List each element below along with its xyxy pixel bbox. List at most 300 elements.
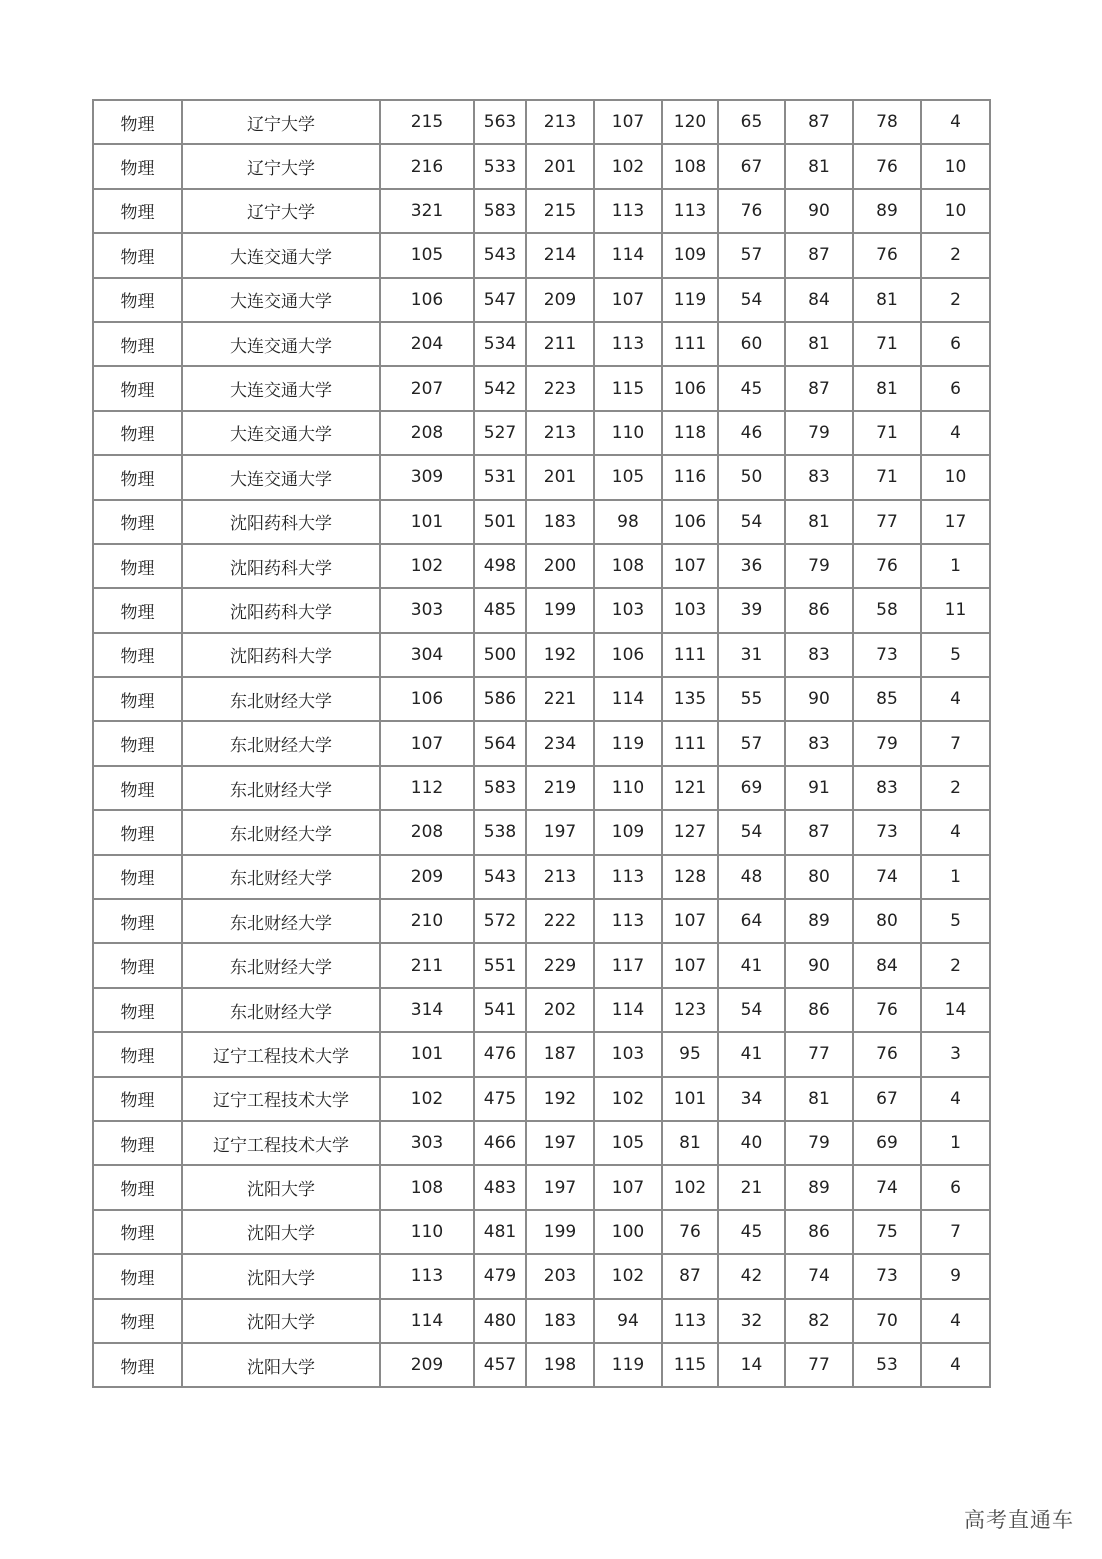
score-cell-a: 201 bbox=[526, 144, 594, 188]
score-cell-f: 76 bbox=[853, 544, 921, 588]
score-cell-a: 183 bbox=[526, 500, 594, 544]
score-cell-c: 115 bbox=[662, 1343, 718, 1387]
table-row bbox=[93, 278, 990, 322]
score-cell-c: 111 bbox=[662, 633, 718, 677]
major-code-cell: 101 bbox=[380, 500, 474, 544]
score-cell-f: 75 bbox=[853, 1210, 921, 1254]
table-row bbox=[93, 677, 990, 721]
table-row bbox=[93, 189, 990, 233]
subject-cell: 物理 bbox=[93, 500, 182, 544]
score-cell-e: 91 bbox=[785, 766, 853, 810]
score-cell-e: 87 bbox=[785, 366, 853, 410]
university-cell: 东北财经大学 bbox=[182, 677, 380, 721]
score-cell-e: 89 bbox=[785, 1165, 853, 1209]
score-cell-f: 77 bbox=[853, 500, 921, 544]
score-cell-b: 102 bbox=[594, 144, 662, 188]
score-cell-d: 45 bbox=[718, 366, 785, 410]
score-cell-f: 71 bbox=[853, 322, 921, 366]
score-cell-d: 14 bbox=[718, 1343, 785, 1387]
count-cell: 6 bbox=[921, 1165, 990, 1209]
university-cell: 辽宁工程技术大学 bbox=[182, 1077, 380, 1121]
count-cell: 14 bbox=[921, 988, 990, 1032]
table-row bbox=[93, 1343, 990, 1387]
count-cell: 2 bbox=[921, 943, 990, 987]
score-cell-d: 41 bbox=[718, 1032, 785, 1076]
score-cell-a: 234 bbox=[526, 721, 594, 765]
score-cell-d: 21 bbox=[718, 1165, 785, 1209]
subject-cell: 物理 bbox=[93, 366, 182, 410]
score-cell-f: 83 bbox=[853, 766, 921, 810]
major-code-cell: 102 bbox=[380, 544, 474, 588]
count-cell: 17 bbox=[921, 500, 990, 544]
score-cell-b: 98 bbox=[594, 500, 662, 544]
score-cell-f: 71 bbox=[853, 455, 921, 499]
major-code-cell: 309 bbox=[380, 455, 474, 499]
count-cell: 1 bbox=[921, 1121, 990, 1165]
count-cell: 9 bbox=[921, 1254, 990, 1298]
subject-cell: 物理 bbox=[93, 1077, 182, 1121]
score-cell-f: 73 bbox=[853, 810, 921, 854]
subject-cell: 物理 bbox=[93, 588, 182, 632]
table-row bbox=[93, 988, 990, 1032]
score-cell-e: 84 bbox=[785, 278, 853, 322]
major-code-cell: 106 bbox=[380, 677, 474, 721]
score-cell-f: 74 bbox=[853, 1165, 921, 1209]
score-cell-a: 213 bbox=[526, 100, 594, 144]
score-cell-d: 57 bbox=[718, 721, 785, 765]
score-cell-c: 81 bbox=[662, 1121, 718, 1165]
score-cell-d: 45 bbox=[718, 1210, 785, 1254]
total-score-cell: 500 bbox=[474, 633, 526, 677]
score-cell-b: 107 bbox=[594, 100, 662, 144]
total-score-cell: 533 bbox=[474, 144, 526, 188]
score-cell-d: 41 bbox=[718, 943, 785, 987]
total-score-cell: 583 bbox=[474, 189, 526, 233]
subject-cell: 物理 bbox=[93, 855, 182, 899]
score-cell-d: 54 bbox=[718, 810, 785, 854]
count-cell: 4 bbox=[921, 810, 990, 854]
count-cell: 3 bbox=[921, 1032, 990, 1076]
score-cell-a: 214 bbox=[526, 233, 594, 277]
subject-cell: 物理 bbox=[93, 144, 182, 188]
score-cell-f: 80 bbox=[853, 899, 921, 943]
total-score-cell: 542 bbox=[474, 366, 526, 410]
table-row bbox=[93, 366, 990, 410]
subject-cell: 物理 bbox=[93, 721, 182, 765]
major-code-cell: 106 bbox=[380, 278, 474, 322]
score-cell-f: 76 bbox=[853, 1032, 921, 1076]
score-cell-b: 103 bbox=[594, 1032, 662, 1076]
total-score-cell: 564 bbox=[474, 721, 526, 765]
score-cell-b: 113 bbox=[594, 322, 662, 366]
count-cell: 10 bbox=[921, 144, 990, 188]
major-code-cell: 105 bbox=[380, 233, 474, 277]
subject-cell: 物理 bbox=[93, 943, 182, 987]
total-score-cell: 534 bbox=[474, 322, 526, 366]
table-row bbox=[93, 1077, 990, 1121]
score-cell-e: 77 bbox=[785, 1032, 853, 1076]
major-code-cell: 304 bbox=[380, 633, 474, 677]
score-cell-b: 105 bbox=[594, 455, 662, 499]
score-cell-e: 80 bbox=[785, 855, 853, 899]
score-cell-b: 102 bbox=[594, 1254, 662, 1298]
score-cell-c: 87 bbox=[662, 1254, 718, 1298]
score-cell-e: 87 bbox=[785, 810, 853, 854]
score-cell-f: 71 bbox=[853, 411, 921, 455]
count-cell: 4 bbox=[921, 1343, 990, 1387]
score-cell-a: 183 bbox=[526, 1299, 594, 1343]
score-cell-e: 81 bbox=[785, 322, 853, 366]
table-row bbox=[93, 810, 990, 854]
score-table bbox=[92, 99, 991, 1388]
score-cell-b: 109 bbox=[594, 810, 662, 854]
total-score-cell: 543 bbox=[474, 855, 526, 899]
score-cell-a: 209 bbox=[526, 278, 594, 322]
score-cell-d: 31 bbox=[718, 633, 785, 677]
score-cell-b: 107 bbox=[594, 278, 662, 322]
subject-cell: 物理 bbox=[93, 1299, 182, 1343]
count-cell: 4 bbox=[921, 1299, 990, 1343]
score-cell-e: 79 bbox=[785, 544, 853, 588]
major-code-cell: 208 bbox=[380, 411, 474, 455]
score-cell-f: 73 bbox=[853, 633, 921, 677]
total-score-cell: 563 bbox=[474, 100, 526, 144]
major-code-cell: 314 bbox=[380, 988, 474, 1032]
score-cell-f: 89 bbox=[853, 189, 921, 233]
total-score-cell: 547 bbox=[474, 278, 526, 322]
score-cell-d: 39 bbox=[718, 588, 785, 632]
subject-cell: 物理 bbox=[93, 810, 182, 854]
university-cell: 大连交通大学 bbox=[182, 278, 380, 322]
table-row bbox=[93, 544, 990, 588]
subject-cell: 物理 bbox=[93, 1343, 182, 1387]
score-cell-e: 81 bbox=[785, 144, 853, 188]
count-cell: 1 bbox=[921, 544, 990, 588]
table-row bbox=[93, 1299, 990, 1343]
table-row bbox=[93, 943, 990, 987]
count-cell: 1 bbox=[921, 855, 990, 899]
count-cell: 5 bbox=[921, 633, 990, 677]
total-score-cell: 543 bbox=[474, 233, 526, 277]
score-cell-b: 114 bbox=[594, 677, 662, 721]
score-cell-b: 105 bbox=[594, 1121, 662, 1165]
score-cell-f: 79 bbox=[853, 721, 921, 765]
score-cell-a: 197 bbox=[526, 1121, 594, 1165]
score-cell-d: 64 bbox=[718, 899, 785, 943]
university-cell: 东北财经大学 bbox=[182, 988, 380, 1032]
score-cell-b: 110 bbox=[594, 411, 662, 455]
subject-cell: 物理 bbox=[93, 1121, 182, 1165]
score-cell-a: 213 bbox=[526, 411, 594, 455]
subject-cell: 物理 bbox=[93, 766, 182, 810]
score-cell-c: 101 bbox=[662, 1077, 718, 1121]
total-score-cell: 480 bbox=[474, 1299, 526, 1343]
table-row bbox=[93, 588, 990, 632]
total-score-cell: 475 bbox=[474, 1077, 526, 1121]
score-cell-c: 109 bbox=[662, 233, 718, 277]
score-cell-b: 113 bbox=[594, 189, 662, 233]
university-cell: 大连交通大学 bbox=[182, 411, 380, 455]
major-code-cell: 207 bbox=[380, 366, 474, 410]
score-cell-a: 229 bbox=[526, 943, 594, 987]
university-cell: 沈阳大学 bbox=[182, 1299, 380, 1343]
major-code-cell: 321 bbox=[380, 189, 474, 233]
total-score-cell: 457 bbox=[474, 1343, 526, 1387]
major-code-cell: 303 bbox=[380, 1121, 474, 1165]
total-score-cell: 572 bbox=[474, 899, 526, 943]
score-cell-d: 32 bbox=[718, 1299, 785, 1343]
total-score-cell: 541 bbox=[474, 988, 526, 1032]
university-cell: 沈阳大学 bbox=[182, 1210, 380, 1254]
total-score-cell: 479 bbox=[474, 1254, 526, 1298]
subject-cell: 物理 bbox=[93, 1032, 182, 1076]
score-cell-c: 127 bbox=[662, 810, 718, 854]
count-cell: 4 bbox=[921, 677, 990, 721]
total-score-cell: 531 bbox=[474, 455, 526, 499]
subject-cell: 物理 bbox=[93, 677, 182, 721]
score-cell-d: 50 bbox=[718, 455, 785, 499]
total-score-cell: 551 bbox=[474, 943, 526, 987]
score-cell-a: 199 bbox=[526, 1210, 594, 1254]
score-cell-d: 48 bbox=[718, 855, 785, 899]
count-cell: 4 bbox=[921, 1077, 990, 1121]
total-score-cell: 586 bbox=[474, 677, 526, 721]
score-cell-f: 73 bbox=[853, 1254, 921, 1298]
total-score-cell: 481 bbox=[474, 1210, 526, 1254]
score-cell-d: 40 bbox=[718, 1121, 785, 1165]
table-row bbox=[93, 411, 990, 455]
score-cell-a: 213 bbox=[526, 855, 594, 899]
score-cell-b: 117 bbox=[594, 943, 662, 987]
score-cell-f: 85 bbox=[853, 677, 921, 721]
score-cell-f: 58 bbox=[853, 588, 921, 632]
university-cell: 东北财经大学 bbox=[182, 855, 380, 899]
subject-cell: 物理 bbox=[93, 411, 182, 455]
score-cell-c: 123 bbox=[662, 988, 718, 1032]
table-row bbox=[93, 1032, 990, 1076]
score-cell-e: 86 bbox=[785, 988, 853, 1032]
score-cell-a: 187 bbox=[526, 1032, 594, 1076]
total-score-cell: 483 bbox=[474, 1165, 526, 1209]
score-cell-d: 34 bbox=[718, 1077, 785, 1121]
total-score-cell: 466 bbox=[474, 1121, 526, 1165]
university-cell: 东北财经大学 bbox=[182, 899, 380, 943]
score-cell-e: 83 bbox=[785, 721, 853, 765]
major-code-cell: 210 bbox=[380, 899, 474, 943]
table-row bbox=[93, 855, 990, 899]
score-cell-b: 103 bbox=[594, 588, 662, 632]
score-cell-a: 211 bbox=[526, 322, 594, 366]
subject-cell: 物理 bbox=[93, 278, 182, 322]
university-cell: 沈阳大学 bbox=[182, 1165, 380, 1209]
score-cell-f: 70 bbox=[853, 1299, 921, 1343]
score-cell-c: 113 bbox=[662, 1299, 718, 1343]
score-cell-b: 106 bbox=[594, 633, 662, 677]
university-cell: 沈阳药科大学 bbox=[182, 633, 380, 677]
score-cell-d: 67 bbox=[718, 144, 785, 188]
subject-cell: 物理 bbox=[93, 1210, 182, 1254]
score-cell-d: 54 bbox=[718, 500, 785, 544]
score-cell-a: 200 bbox=[526, 544, 594, 588]
total-score-cell: 538 bbox=[474, 810, 526, 854]
score-cell-c: 116 bbox=[662, 455, 718, 499]
table-row bbox=[93, 633, 990, 677]
table-row bbox=[93, 766, 990, 810]
score-cell-f: 74 bbox=[853, 855, 921, 899]
university-cell: 沈阳药科大学 bbox=[182, 500, 380, 544]
university-cell: 东北财经大学 bbox=[182, 943, 380, 987]
score-cell-a: 223 bbox=[526, 366, 594, 410]
table-row bbox=[93, 1210, 990, 1254]
score-cell-e: 87 bbox=[785, 100, 853, 144]
score-cell-b: 114 bbox=[594, 233, 662, 277]
total-score-cell: 583 bbox=[474, 766, 526, 810]
university-cell: 辽宁工程技术大学 bbox=[182, 1121, 380, 1165]
score-cell-c: 128 bbox=[662, 855, 718, 899]
score-cell-e: 81 bbox=[785, 1077, 853, 1121]
score-cell-d: 69 bbox=[718, 766, 785, 810]
total-score-cell: 527 bbox=[474, 411, 526, 455]
total-score-cell: 501 bbox=[474, 500, 526, 544]
score-cell-a: 219 bbox=[526, 766, 594, 810]
university-cell: 沈阳药科大学 bbox=[182, 588, 380, 632]
table-row bbox=[93, 100, 990, 144]
score-cell-b: 119 bbox=[594, 721, 662, 765]
subject-cell: 物理 bbox=[93, 189, 182, 233]
subject-cell: 物理 bbox=[93, 1254, 182, 1298]
table-body bbox=[93, 100, 990, 1387]
count-cell: 11 bbox=[921, 588, 990, 632]
score-cell-a: 222 bbox=[526, 899, 594, 943]
score-cell-d: 36 bbox=[718, 544, 785, 588]
score-cell-b: 115 bbox=[594, 366, 662, 410]
score-cell-d: 60 bbox=[718, 322, 785, 366]
major-code-cell: 303 bbox=[380, 588, 474, 632]
major-code-cell: 107 bbox=[380, 721, 474, 765]
count-cell: 6 bbox=[921, 366, 990, 410]
major-code-cell: 112 bbox=[380, 766, 474, 810]
score-cell-c: 120 bbox=[662, 100, 718, 144]
university-cell: 沈阳大学 bbox=[182, 1343, 380, 1387]
subject-cell: 物理 bbox=[93, 233, 182, 277]
score-cell-c: 111 bbox=[662, 721, 718, 765]
count-cell: 10 bbox=[921, 455, 990, 499]
score-cell-d: 54 bbox=[718, 988, 785, 1032]
count-cell: 5 bbox=[921, 899, 990, 943]
score-cell-a: 215 bbox=[526, 189, 594, 233]
score-cell-b: 108 bbox=[594, 544, 662, 588]
score-cell-a: 192 bbox=[526, 1077, 594, 1121]
score-cell-e: 87 bbox=[785, 233, 853, 277]
score-cell-f: 67 bbox=[853, 1077, 921, 1121]
score-cell-b: 100 bbox=[594, 1210, 662, 1254]
score-cell-e: 77 bbox=[785, 1343, 853, 1387]
score-cell-f: 76 bbox=[853, 144, 921, 188]
score-cell-c: 108 bbox=[662, 144, 718, 188]
count-cell: 2 bbox=[921, 766, 990, 810]
score-cell-e: 86 bbox=[785, 1210, 853, 1254]
score-cell-c: 121 bbox=[662, 766, 718, 810]
score-cell-b: 119 bbox=[594, 1343, 662, 1387]
score-cell-c: 113 bbox=[662, 189, 718, 233]
score-cell-e: 86 bbox=[785, 588, 853, 632]
university-cell: 东北财经大学 bbox=[182, 721, 380, 765]
score-cell-c: 106 bbox=[662, 366, 718, 410]
score-cell-e: 83 bbox=[785, 455, 853, 499]
score-cell-c: 111 bbox=[662, 322, 718, 366]
university-cell: 大连交通大学 bbox=[182, 322, 380, 366]
score-cell-c: 119 bbox=[662, 278, 718, 322]
score-cell-f: 84 bbox=[853, 943, 921, 987]
score-cell-d: 76 bbox=[718, 189, 785, 233]
major-code-cell: 102 bbox=[380, 1077, 474, 1121]
score-cell-d: 46 bbox=[718, 411, 785, 455]
table-row bbox=[93, 899, 990, 943]
table-row bbox=[93, 1121, 990, 1165]
score-cell-b: 94 bbox=[594, 1299, 662, 1343]
major-code-cell: 216 bbox=[380, 144, 474, 188]
university-cell: 东北财经大学 bbox=[182, 766, 380, 810]
university-cell: 大连交通大学 bbox=[182, 233, 380, 277]
table-row bbox=[93, 455, 990, 499]
university-cell: 大连交通大学 bbox=[182, 366, 380, 410]
major-code-cell: 113 bbox=[380, 1254, 474, 1298]
score-cell-c: 107 bbox=[662, 943, 718, 987]
score-cell-a: 192 bbox=[526, 633, 594, 677]
score-cell-c: 76 bbox=[662, 1210, 718, 1254]
score-cell-b: 110 bbox=[594, 766, 662, 810]
count-cell: 2 bbox=[921, 233, 990, 277]
score-cell-d: 65 bbox=[718, 100, 785, 144]
score-cell-f: 81 bbox=[853, 278, 921, 322]
score-cell-d: 42 bbox=[718, 1254, 785, 1298]
major-code-cell: 208 bbox=[380, 810, 474, 854]
score-cell-a: 199 bbox=[526, 588, 594, 632]
score-cell-a: 197 bbox=[526, 810, 594, 854]
score-cell-e: 74 bbox=[785, 1254, 853, 1298]
score-cell-f: 76 bbox=[853, 988, 921, 1032]
subject-cell: 物理 bbox=[93, 322, 182, 366]
count-cell: 10 bbox=[921, 189, 990, 233]
score-cell-f: 69 bbox=[853, 1121, 921, 1165]
major-code-cell: 209 bbox=[380, 855, 474, 899]
university-cell: 辽宁大学 bbox=[182, 100, 380, 144]
score-cell-c: 107 bbox=[662, 544, 718, 588]
score-cell-b: 102 bbox=[594, 1077, 662, 1121]
score-cell-e: 79 bbox=[785, 1121, 853, 1165]
score-cell-f: 78 bbox=[853, 100, 921, 144]
count-cell: 7 bbox=[921, 721, 990, 765]
score-cell-c: 95 bbox=[662, 1032, 718, 1076]
university-cell: 沈阳大学 bbox=[182, 1254, 380, 1298]
score-cell-e: 82 bbox=[785, 1299, 853, 1343]
score-cell-d: 57 bbox=[718, 233, 785, 277]
score-cell-c: 106 bbox=[662, 500, 718, 544]
count-cell: 7 bbox=[921, 1210, 990, 1254]
score-cell-f: 76 bbox=[853, 233, 921, 277]
score-cell-c: 102 bbox=[662, 1165, 718, 1209]
score-cell-a: 202 bbox=[526, 988, 594, 1032]
major-code-cell: 204 bbox=[380, 322, 474, 366]
score-cell-f: 53 bbox=[853, 1343, 921, 1387]
major-code-cell: 110 bbox=[380, 1210, 474, 1254]
watermark-text: 高考直通车 bbox=[964, 1508, 1074, 1532]
table-row bbox=[93, 1254, 990, 1298]
total-score-cell: 476 bbox=[474, 1032, 526, 1076]
subject-cell: 物理 bbox=[93, 899, 182, 943]
table-row bbox=[93, 1165, 990, 1209]
major-code-cell: 114 bbox=[380, 1299, 474, 1343]
